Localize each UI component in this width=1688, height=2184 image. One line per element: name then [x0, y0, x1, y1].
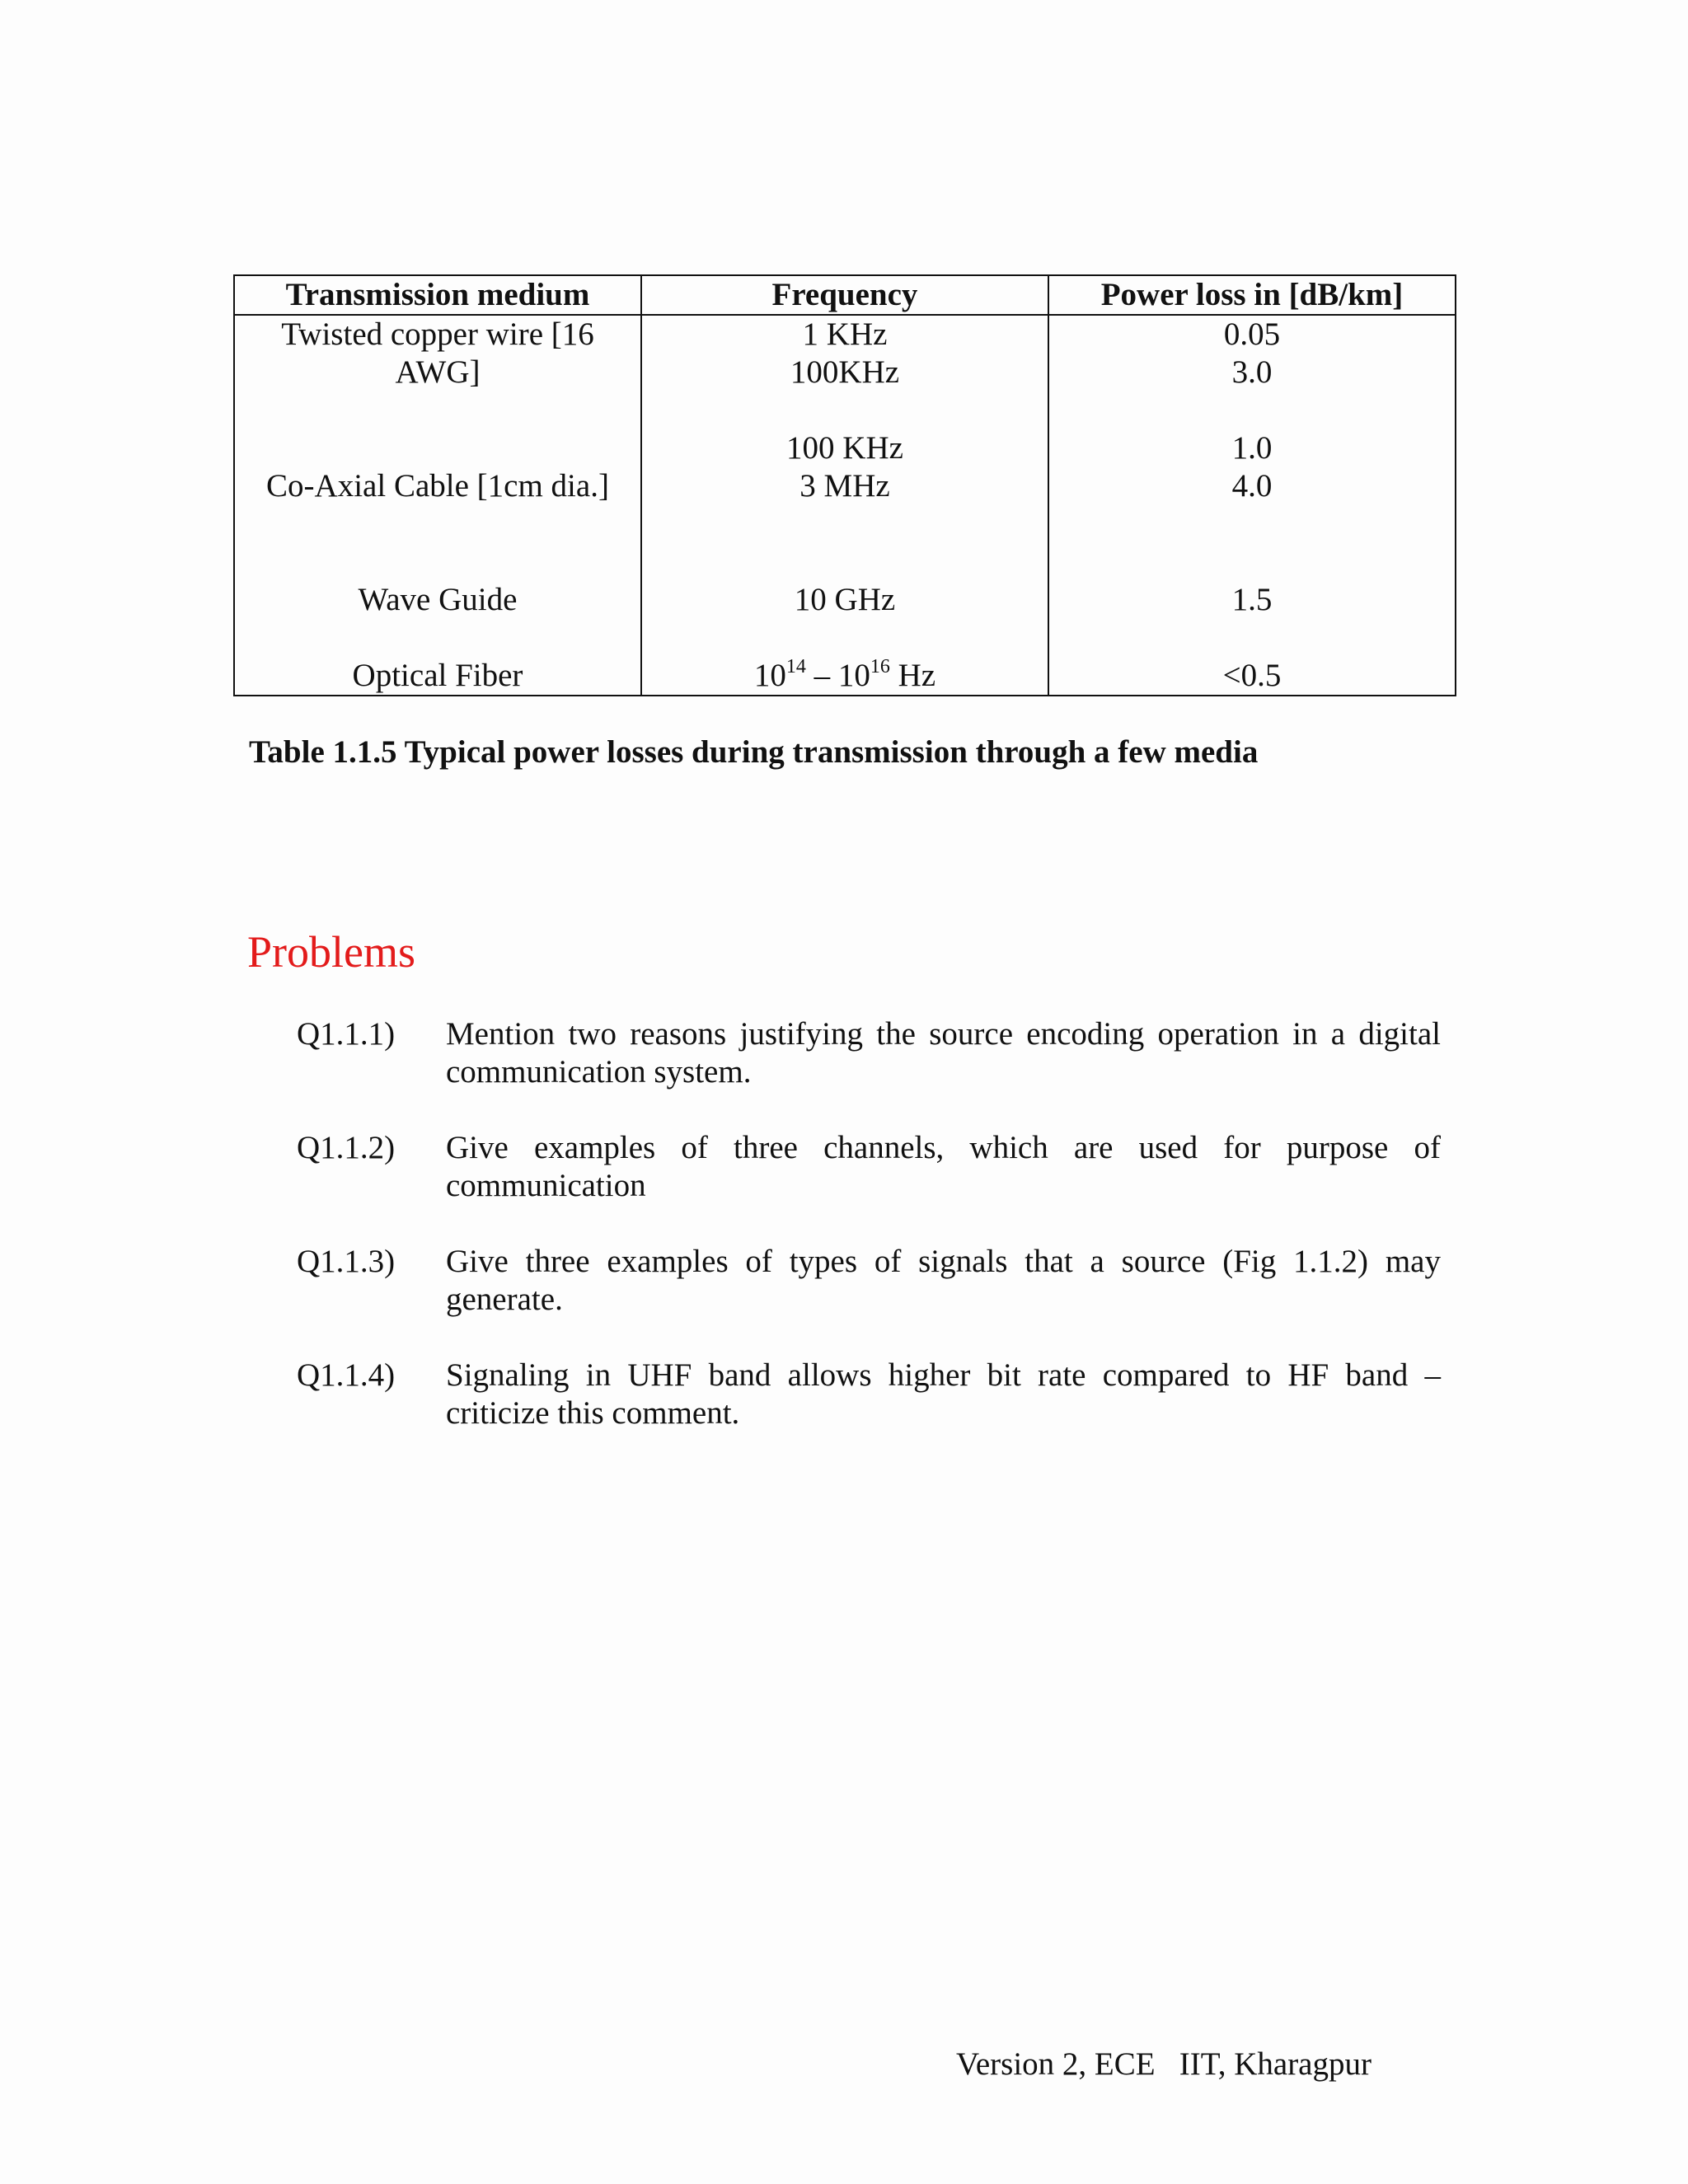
freq-100khz-a: 100KHz [790, 354, 900, 390]
medium-twisted-line1: Twisted copper wire [16 [281, 316, 594, 352]
problem-text: Give examples of three channels, which are used for purpose of communication [446, 1130, 1441, 1203]
table-header-row [234, 275, 1456, 315]
power-loss-table [233, 274, 1456, 696]
loss-0-05: 0.05 [1223, 316, 1281, 352]
problem-text: Give three examples of types of signals that a source (Fig 1.1.2) may generate. [446, 1244, 1441, 1317]
loss-1-5: 1.5 [1231, 582, 1273, 617]
freq-3mhz: 3 MHz [799, 468, 890, 504]
medium-waveguide: Wave Guide [358, 582, 518, 617]
loss-fiber: <0.5 [1222, 658, 1282, 693]
problem-number: Q1.1.1) [297, 1016, 396, 1052]
header-power-loss: Power loss in [dB/km] [1048, 275, 1456, 315]
problem-number: Q1.1.4) [297, 1357, 396, 1393]
header-frequency: Frequency [641, 275, 1048, 315]
table-caption: Table 1.1.5 Typical power losses during transmission through a few media [249, 734, 1259, 770]
frequency-cell [641, 315, 1048, 696]
problem-text: Mention two reasons justifying the source encoding operation in a digital communication system. [446, 1016, 1441, 1090]
header-transmission-medium: Transmission medium [234, 275, 641, 315]
table-row [234, 315, 1456, 696]
freq-1khz: 1 KHz [802, 316, 888, 352]
problem-number: Q1.1.2) [297, 1130, 396, 1165]
loss-4-0: 4.0 [1231, 468, 1273, 504]
loss-1-0: 1.0 [1231, 430, 1273, 466]
medium-cell [234, 315, 641, 696]
problem-text: Signaling in UHF band allows higher bit rate compared to HF band – criticize this comment. [446, 1357, 1441, 1431]
freq-10ghz: 10 GHz [794, 582, 896, 617]
loss-cell [1048, 315, 1456, 696]
problem-number: Q1.1.3) [297, 1244, 396, 1279]
freq-fiber-range: $10^{14} - 10^{16}$ Hz [753, 656, 936, 693]
medium-coax: Co-Axial Cable [1cm dia.] [266, 468, 609, 504]
medium-fiber: Optical Fiber [352, 658, 523, 693]
problems-heading: Problems [247, 927, 416, 977]
medium-twisted-line2: AWG] [395, 354, 481, 390]
freq-100khz-b: 100 KHz [786, 430, 903, 466]
loss-3-0: 3.0 [1231, 354, 1273, 390]
page-footer: Version 2, ECE IIT, Kharagpur [956, 2046, 1372, 2082]
